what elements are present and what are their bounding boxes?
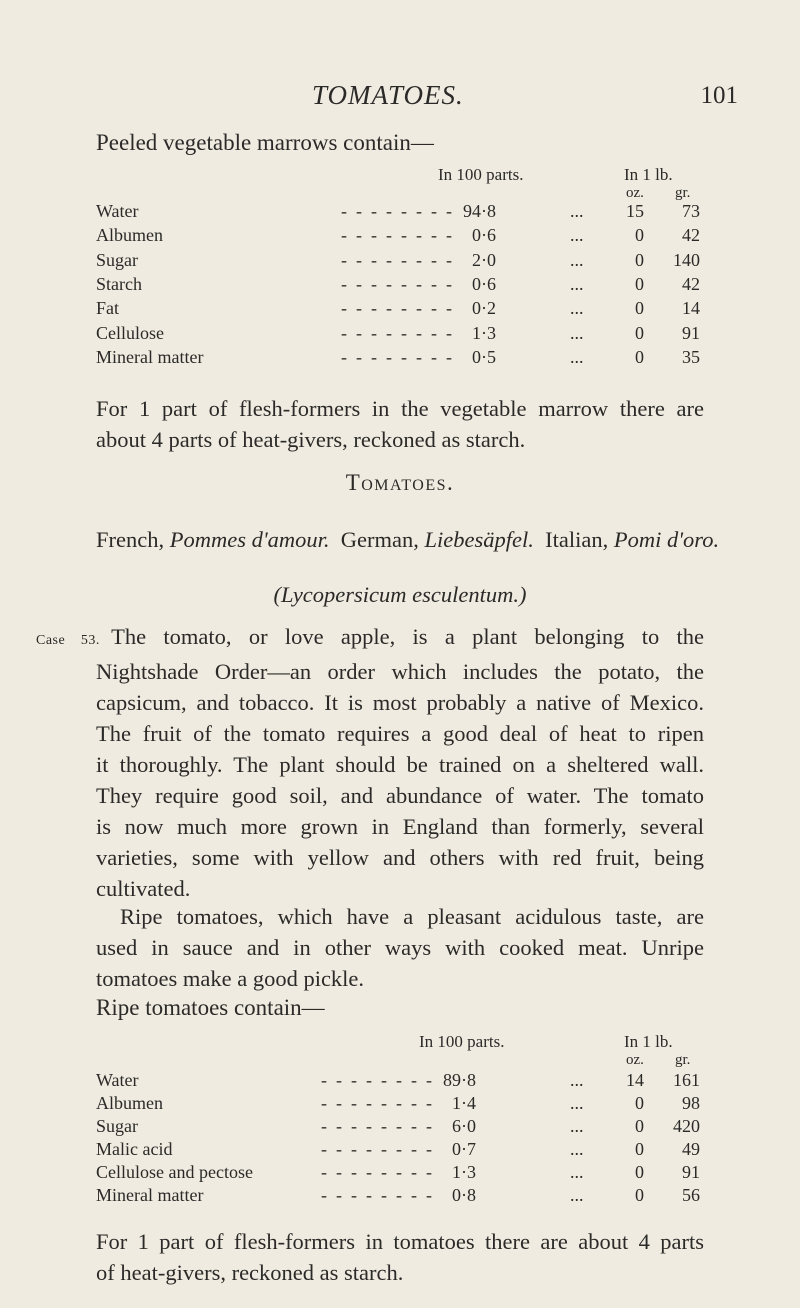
case-reference: Case 53.: [36, 633, 100, 648]
row-label: Albumen: [96, 225, 163, 246]
leader-ellipsis: ...: [570, 1139, 584, 1159]
marrow-note-line: For 1 part of flesh-formers in the vegetable marrow there are: [96, 396, 704, 421]
row-label: Sugar: [96, 249, 138, 270]
unit-oz: oz.: [626, 1052, 644, 1068]
tomato-paragraph-2: [96, 901, 704, 994]
table-row: [96, 1093, 716, 1117]
leader-dashes: - - - - - - - -: [341, 273, 452, 294]
leader-ellipsis: ...: [570, 298, 584, 319]
row-label: Water: [96, 1070, 139, 1090]
value-gr: 73: [682, 201, 700, 221]
table-row: [96, 1116, 716, 1140]
leader-ellipsis: ...: [570, 273, 584, 294]
table-row: [96, 347, 716, 371]
value-gr: 42: [682, 273, 700, 294]
row-label: Cellulose and pectose: [96, 1162, 253, 1182]
leader-dashes: - - - - - - - -: [341, 346, 452, 367]
value-gr: 42: [682, 225, 700, 246]
leader-dashes: - - - - - - - -: [341, 249, 452, 270]
paragraph-line: is now much more grown in England than formerly, several: [96, 814, 704, 839]
row-label: Sugar: [96, 1116, 138, 1136]
table-row: [96, 250, 716, 274]
value-oz: 0: [635, 298, 644, 319]
page-header: [0, 80, 800, 120]
tomato-lead: Ripe tomatoes contain—: [96, 995, 325, 1020]
leader-ellipsis: ...: [570, 1162, 584, 1182]
leader-dashes: - - - - - - - -: [321, 1139, 432, 1159]
value-gr: 91: [682, 322, 700, 343]
value-percent: 1·4: [452, 1093, 476, 1113]
french-name: Pommes d'amour.: [169, 527, 330, 552]
value-percent: 0·5: [472, 346, 496, 367]
paragraph-line: it thoroughly. The plant should be trained on a sheltered wall.: [96, 752, 704, 777]
value-percent: 0·2: [472, 298, 496, 319]
marrow-note: [96, 393, 704, 455]
value-oz: 0: [635, 1139, 644, 1159]
line-text: The tomato, or love apple, is a plant belonging to the: [111, 624, 704, 649]
value-percent: 6·0: [452, 1116, 476, 1136]
unit-gr: gr.: [675, 185, 691, 201]
value-percent: 0·8: [452, 1185, 476, 1205]
leader-ellipsis: ...: [570, 1070, 584, 1090]
german-label: German,: [340, 527, 419, 552]
table-row: [96, 1070, 716, 1094]
paragraph-line: capsicum, and tobacco. It is most probably a native of Mexico.: [96, 690, 704, 715]
german-name: Liebesäpfel.: [424, 527, 534, 552]
value-percent: 1·3: [452, 1162, 476, 1182]
value-oz: 0: [635, 1162, 644, 1182]
value-gr: 35: [682, 346, 700, 367]
paragraph-line: Nightshade Order—an order which includes the potato, the: [96, 659, 704, 684]
value-percent: 94·8: [463, 201, 496, 221]
table-row: [96, 1139, 716, 1163]
value-oz: 0: [635, 249, 644, 270]
value-percent: 0·6: [472, 273, 496, 294]
leader-ellipsis: ...: [570, 1116, 584, 1136]
table-row: [96, 225, 716, 249]
table-row: [96, 323, 716, 347]
value-gr: 91: [682, 1162, 700, 1182]
value-percent: 2·0: [472, 249, 496, 270]
unit-gr: gr.: [675, 1052, 691, 1068]
french-label: French,: [96, 527, 165, 552]
leader-dashes: - - - - - - - -: [321, 1185, 432, 1205]
table-row: [96, 1162, 716, 1186]
leader-ellipsis: ...: [570, 1185, 584, 1205]
leader-dashes: - - - - - - - -: [341, 201, 452, 221]
value-percent: 0·6: [472, 225, 496, 246]
leader-dashes: - - - - - - - -: [321, 1162, 432, 1182]
value-gr: 420: [673, 1116, 700, 1136]
tomato-note-line: For 1 part of flesh-formers in tomatoes there are about 4 parts: [96, 1229, 704, 1254]
value-gr: 14: [682, 298, 700, 319]
italian-name: Pomi d'oro.: [613, 527, 720, 552]
leader-ellipsis: ...: [570, 249, 584, 270]
row-label: Cellulose: [96, 322, 164, 343]
row-label: Fat: [96, 298, 120, 319]
leader-dashes: - - - - - - - -: [321, 1070, 432, 1090]
row-label: Albumen: [96, 1093, 163, 1113]
value-oz: 0: [635, 273, 644, 294]
leader-ellipsis: ...: [570, 346, 584, 367]
paragraph-line: They require good soil, and abundance of water. The tomato: [96, 783, 704, 808]
leader-dashes: - - - - - - - -: [341, 322, 452, 343]
tomato-note-line: of heat-givers, reckoned as starch.: [96, 1260, 404, 1285]
leader-dashes: - - - - - - - -: [321, 1116, 432, 1136]
leader-ellipsis: ...: [570, 322, 584, 343]
leader-ellipsis: ...: [570, 1093, 584, 1113]
row-label: Mineral matter: [96, 346, 204, 367]
table-row: [96, 274, 716, 298]
page-number: 101: [700, 82, 738, 109]
table-row: [96, 201, 716, 225]
col-header-lb: In 1 lb.: [624, 165, 673, 184]
paragraph-line: [36, 621, 704, 656]
tomato-paragraph-1: [36, 621, 704, 904]
value-oz: 0: [635, 346, 644, 367]
value-gr: 56: [682, 1185, 700, 1205]
value-oz: 0: [635, 1093, 644, 1113]
tomato-note: [96, 1226, 704, 1288]
paragraph-line: Ripe tomatoes, which have a pleasant acidulous taste, are: [120, 904, 704, 929]
col-header-percent: In 100 parts.: [419, 1032, 505, 1051]
marrow-lead: Peeled vegetable marrows contain—: [96, 130, 434, 155]
latin-name: (Lycopersicum esculentum.): [273, 582, 527, 607]
row-label: Starch: [96, 273, 142, 294]
value-gr: 49: [682, 1139, 700, 1159]
leader-dashes: - - - - - - - -: [321, 1093, 432, 1113]
paragraph-line: used in sauce and in other ways with cooked meat. Unripe: [96, 935, 704, 960]
value-oz: 0: [635, 322, 644, 343]
col-header-lb: In 1 lb.: [624, 1032, 673, 1051]
value-gr: 98: [682, 1093, 700, 1113]
value-gr: 140: [673, 249, 700, 270]
leader-dashes: - - - - - - - -: [341, 225, 452, 246]
common-names: [96, 527, 719, 553]
value-oz: 0: [635, 225, 644, 246]
tomato-composition-table: [96, 1032, 716, 1232]
row-label: Water: [96, 201, 139, 221]
value-oz: 0: [635, 1116, 644, 1136]
value-oz: 15: [626, 201, 644, 221]
row-label: Mineral matter: [96, 1185, 204, 1205]
col-header-percent: In 100 parts.: [438, 165, 524, 184]
marrow-composition-table: [96, 165, 716, 395]
paragraph-line: The fruit of the tomato requires a good deal of heat to ripen: [96, 721, 704, 746]
running-title: TOMATOES.: [312, 80, 464, 110]
table-row: [96, 298, 716, 322]
value-oz: 14: [626, 1070, 644, 1090]
value-oz: 0: [635, 1185, 644, 1205]
unit-oz: oz.: [626, 185, 644, 201]
italian-label: Italian,: [545, 527, 609, 552]
paragraph-line: cultivated.: [96, 876, 191, 901]
leader-dashes: - - - - - - - -: [341, 298, 452, 319]
section-title: Tomatoes.: [345, 470, 455, 495]
value-percent: 1·3: [472, 322, 496, 343]
table-row: [96, 1185, 716, 1209]
paragraph-line: varieties, some with yellow and others with red fruit, being: [96, 845, 704, 870]
leader-ellipsis: ...: [570, 225, 584, 246]
leader-ellipsis: ...: [570, 201, 584, 221]
value-percent: 89·8: [443, 1070, 476, 1090]
value-gr: 161: [673, 1070, 700, 1090]
paragraph-line: tomatoes make a good pickle.: [96, 966, 365, 991]
value-percent: 0·7: [452, 1139, 476, 1159]
marrow-note-line: about 4 parts of heat-givers, reckoned as starch.: [96, 427, 526, 452]
row-label: Malic acid: [96, 1139, 173, 1159]
